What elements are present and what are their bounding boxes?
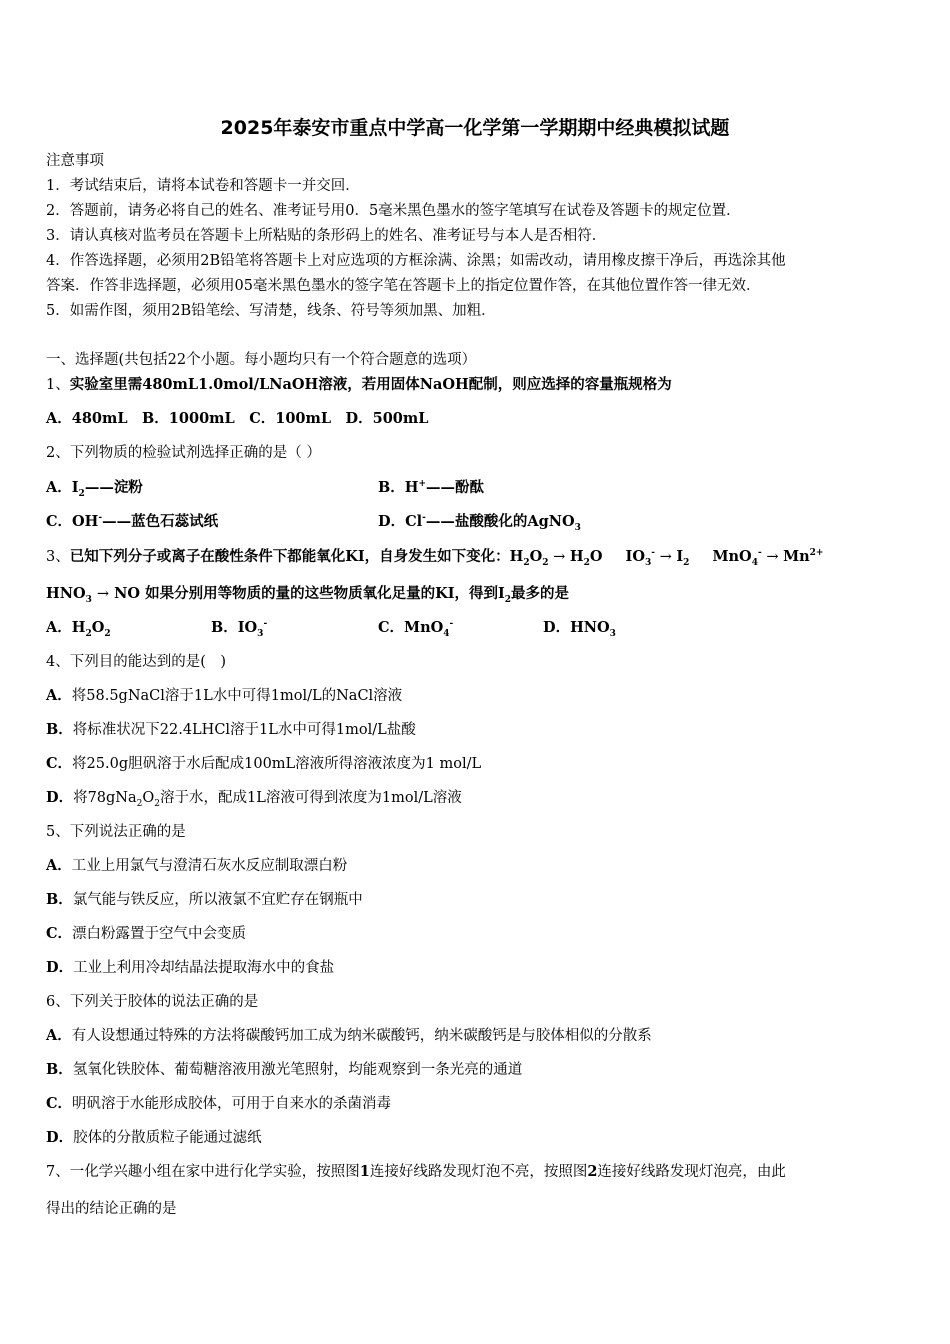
section-heading: 一、选择题(共包括22个小题。每小题均只有一个符合题意的选项） (46, 352, 477, 368)
question-4-option-c: C．将25.0g胆矾溶于水后配成100mL溶液所得溶液浓度为1 mol/L (46, 755, 482, 772)
question-3-option-a: A．$H_2O_2$ (46, 619, 111, 639)
option-a-label: A．I (46, 479, 79, 496)
question-1-text: 实验室里需480mL1.0mol/LNaOH溶液，若用固体NaOH配制，则应选择的容量瓶规格为 (69, 376, 672, 393)
page-title: 2025年泰安市重点中学高一化学第一学期期中经典模拟试题 (220, 117, 730, 139)
formula-hno3: $HNO_3$ (46, 585, 92, 605)
question-7-stem: 7、一化学兴趣小组在家中进行化学实验，按照图1连接好线路发现灯泡不亮，按照图2连接好线路发现灯泡亮，由此 (46, 1163, 786, 1180)
formula-io3: $IO_3^-$ (625, 548, 655, 568)
question-5-option-c: C．漂白粉露置于空气中会变质 (46, 925, 247, 942)
question-3-text-cont: 如果分别用等物质的量的这些物质氧化足量的KI，得到$I_2$最多的是 (145, 585, 570, 605)
subscript: 2 (78, 488, 85, 499)
arrow-icon: → (553, 549, 566, 565)
question-1-stem (46, 375, 916, 395)
question-2-stem: 2、下列物质的检验试剂选择正确的是（ ） (46, 445, 321, 461)
question-3-option-d: D．$HNO_3$ (543, 619, 616, 639)
formula-h2o2: $H_2O_2$ (509, 548, 549, 568)
question-5-option-a: A．工业上用氯气与澄清石灰水反应制取漂白粉 (46, 857, 348, 874)
option-a-text: ——淀粉 (84, 479, 143, 496)
question-2-option-a (46, 478, 143, 498)
question-6-option-d: D．胶体的分散质粒子能通过滤纸 (46, 1129, 262, 1146)
arrow-icon: → (766, 549, 779, 565)
formula-mno4: MnO$_4$- (712, 548, 762, 568)
option-c-label: C．OH (46, 513, 99, 530)
question-5-option-d: D．工业上利用冷却结晶法提取海水中的食盐 (46, 959, 335, 976)
question-3-number: 3、 (46, 549, 70, 565)
question-4-option-b: B．将标准状况下22.4LHCl溶于1L水中可得1mol/L盐酸 (46, 721, 416, 738)
question-1-options: A．480mL B．1000mL C．100mL D．500mL (46, 410, 429, 427)
notice-item-4: 4．作答选择题，必须用2B铅笔将答题卡上对应选项的方框涂满、涂黑；如需改动，请用橡皮擦干净后，再选涂其他 (46, 253, 786, 269)
arrow-icon: → (659, 549, 672, 565)
option-b-text: ——酚酞 (426, 479, 485, 496)
question-3-stem (46, 547, 916, 567)
question-6-option-b: B．氢氧化铁胶体、葡萄糖溶液用激光笔照射，均能观察到一条光亮的通道 (46, 1061, 523, 1078)
formula-no: NO (114, 585, 141, 602)
formula-h2o: $H_2O$ (569, 548, 603, 568)
notice-item-1: 1．考试结束后，请将本试卷和答题卡一并交回． (46, 178, 360, 194)
formula-mn: $Mn^{2+}$ (783, 548, 824, 565)
question-6-stem: 6、下列关于胶体的说法正确的是 (46, 994, 259, 1010)
notice-item-3: 3．请认真核对监考员在答题卡上所粘贴的条形码上的姓名、准考证号与本人是否相符． (46, 228, 607, 244)
question-3-stem-cont (46, 584, 916, 604)
superscript: + (418, 479, 427, 490)
question-2-option-c (46, 512, 218, 532)
subscript: 3 (574, 522, 581, 533)
question-2-option-b (378, 478, 484, 498)
question-3-option-c: C．MnO$_4$- (378, 619, 454, 639)
question-7-stem-cont: 得出的结论正确的是 (46, 1201, 177, 1217)
notice-item-2: 2．答题前，请务必将自己的姓名、准考证号用0．5毫米黑色墨水的签字笔填写在试卷及答题卡的规定位置． (46, 203, 741, 219)
question-5-stem: 5、下列说法正确的是 (46, 824, 186, 840)
option-c-text: ——蓝色石蕊试纸 (102, 513, 219, 530)
question-3-option-b: B．$IO_3^-$ (211, 619, 268, 639)
question-6-option-a: A．有人设想通过特殊的方法将碳酸钙加工成为纳米碳酸钙，纳米碳酸钙是与胶体相似的分散系 (46, 1027, 652, 1044)
option-d-label: D．Cl (378, 513, 423, 530)
notice-heading: 注意事项 (46, 153, 104, 169)
notice-item-5: 5．如需作图，须用2B铅笔绘、写清楚，线条、符号等须加黑、加粗． (46, 303, 496, 319)
superscript: - (98, 513, 103, 524)
arrow-icon: → (96, 586, 110, 602)
option-d-text: ——盐酸酸化的AgNO (425, 513, 575, 530)
question-4-stem: 4、下列目的能达到的是( ) (46, 654, 227, 670)
formula-i2: $I_2$ (676, 548, 690, 568)
question-4-option-d: D．将$78gNa_2O_2$溶于水，配成1L溶液可得到浓度为1mol/L溶液 (46, 789, 462, 809)
option-b-label: B．H (378, 479, 419, 496)
superscript: - (422, 513, 426, 524)
question-1-number: 1、 (46, 377, 70, 393)
question-6-option-c: C．明矾溶于水能形成胶体，可用于自来水的杀菌消毒 (46, 1095, 392, 1112)
question-2-option-d (378, 512, 581, 532)
notice-item-4-cont: 答案．作答非选择题，必须用05毫米黑色墨水的签字笔在答题卡上的指定位置作答，在其他位置作答一律无效． (46, 278, 761, 294)
question-5-option-b: B．氯气能与铁反应，所以液氯不宜贮存在钢瓶中 (46, 891, 363, 908)
question-4-option-a: A．将58.5gNaCl溶于1L水中可得1mol/L的NaCl溶液 (46, 687, 403, 704)
question-3-text: 已知下列分子或离子在酸性条件下都能氧化KI，自身发生如下变化： (69, 548, 510, 565)
